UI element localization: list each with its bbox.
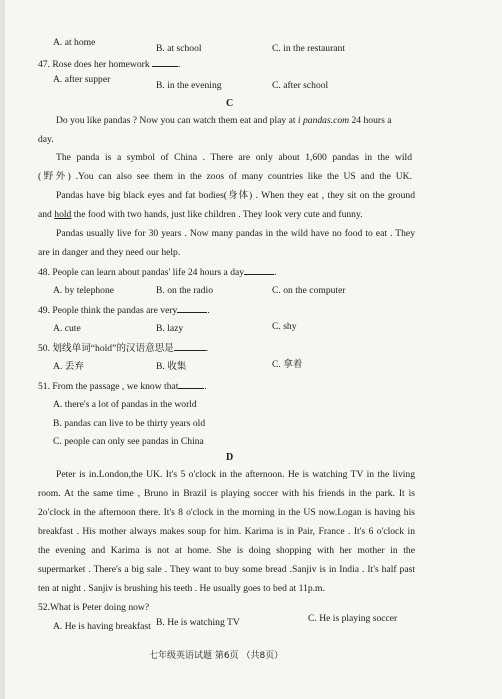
q46-option-a: A. at home — [53, 37, 96, 48]
page-edge — [0, 0, 5, 699]
q50-blank — [174, 342, 206, 351]
q50-option-b: B. 收集 — [156, 361, 187, 372]
q47-option-b: B. in the evening — [156, 80, 222, 91]
q50-option-a: A. 丢弃 — [53, 361, 84, 372]
passage-d-line6: supermarket . There's a big sale . They want to buy some bread .Sanjiv is in India . It's half past — [38, 564, 415, 575]
q48-blank — [244, 266, 274, 275]
q51-blank — [178, 380, 204, 389]
q51-option-b: B. pandas can live to be thirty years old — [53, 418, 206, 429]
section-d-heading: D — [226, 452, 234, 463]
passage-c-p1-line1: Do you like pandas ? Now you can watch them eat and play at i pandas.com 24 hours a — [56, 115, 392, 126]
q48-option-a: A. by telephone — [53, 285, 115, 296]
passage-d-line1: Peter is in.London,the UK. It's 5 o'clock in the afternoon. He is watching TV in the living — [56, 469, 415, 480]
q49-option-b: B. lazy — [156, 323, 184, 334]
q49-stem: 49. People think the pandas are very . — [38, 305, 210, 316]
q52-option-c: C. He is playing soccer — [308, 613, 398, 624]
q48-option-c: C. on the computer — [272, 285, 346, 296]
underlined-word-hold: hold — [54, 209, 72, 220]
passage-c-p2-line1: The panda is a symbol of China . There are only about 1,600 pandas in the wild — [56, 152, 412, 163]
passage-d-line7: ten at night . Sanjiv is brushing his teeth . He usually goes to bed at 11p.m. — [38, 583, 325, 594]
passage-c-p3-line1: Pandas have big black eyes and fat bodies(身体) . When they eat , they sit on the ground — [56, 190, 415, 201]
q48-option-b: B. on the radio — [156, 285, 214, 296]
passage-c-p4-line2: are in danger and they need our help. — [38, 247, 181, 258]
q47-option-c: C. after school — [272, 80, 329, 91]
q46-option-b: B. at school — [156, 43, 202, 54]
q51-option-a: A. there's a lot of pandas in the world — [53, 399, 197, 410]
q52-option-a: A. He is having breakfast — [53, 621, 151, 632]
q52-stem: 52.What is Peter doing now? — [38, 602, 150, 613]
q52-option-b: B. He is watching TV — [156, 617, 240, 628]
passage-c-p4-line1: Pandas usually live for 30 years . Now many pandas in the wild have no food to eat . They — [56, 228, 415, 239]
q47-stem: 47. Rose does her homework . — [38, 59, 181, 70]
passage-d-line2: room. At the same time , Bruno in Brazil is playing soccer with his friends in the park. It is — [38, 488, 415, 499]
q47-option-a: A. after supper — [53, 74, 111, 85]
passage-d-line3: 2o'clock in the afternoon there. It's 8 o'clock in the morning in the US now.Logan is having his — [38, 507, 415, 518]
section-c-heading: C — [226, 98, 234, 109]
page-footer: 七年级英语试题 第6页 （共8页） — [149, 651, 284, 661]
q49-blank — [177, 304, 207, 313]
q47-blank — [152, 58, 178, 67]
q51-option-c: C. people can only see pandas in China — [53, 436, 204, 447]
q49-option-c: C. shy — [272, 321, 297, 332]
passage-d-line5: the evening and Karima is not at home. She is doing shopping with her mother in the — [38, 545, 415, 556]
passage-c-p2-line2: (野外) .You can also see them in the zoos of many countries like the US and the UK. — [38, 171, 412, 182]
q50-stem: 50. 划线单词“hold”的汉语意思是 . — [38, 343, 209, 354]
passage-c-p1-line2: day. — [38, 134, 54, 145]
passage-d-line4: breakfast . His mother always makes soup for him. Karima is in Pair, France . It's 6 o'clock in — [38, 526, 415, 537]
q50-option-c: C. 拿着 — [272, 359, 303, 370]
passage-c-p3-line2: and hold the food with two hands, just like children . They look very cute and funny. — [38, 209, 363, 220]
q49-option-a: A. cute — [53, 323, 81, 334]
q51-stem: 51. From the passage , we know that . — [38, 381, 207, 392]
q48-stem: 48. People can learn about pandas' life 24 hours a day . — [38, 267, 277, 278]
q46-option-c: C. in the restaurant — [272, 43, 345, 54]
